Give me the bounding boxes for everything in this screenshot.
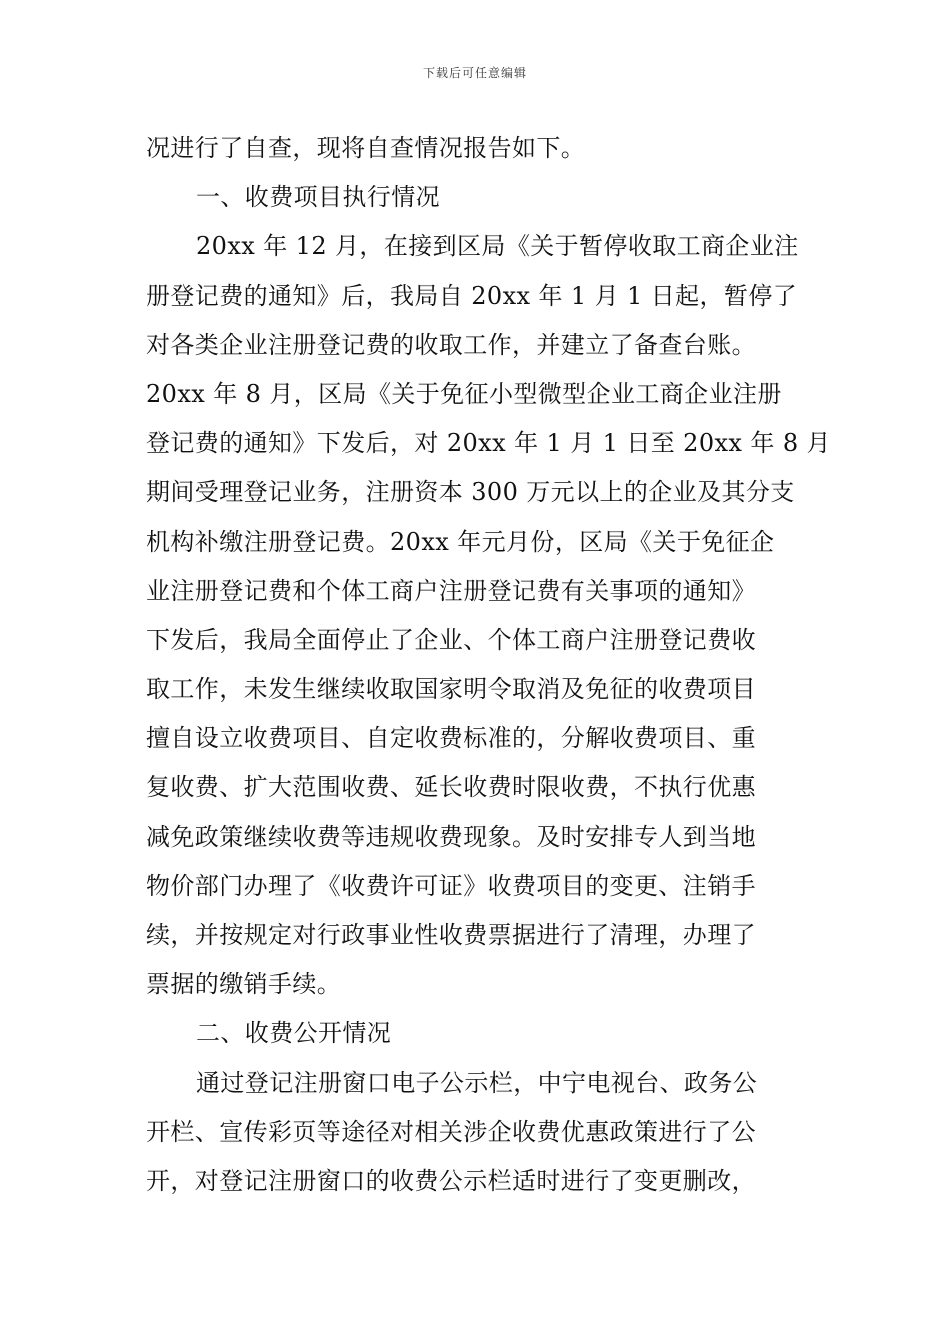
text-line: 20xx 年 8 月，区局《关于免征小型微型企业工商企业注册 (146, 379, 782, 408)
text-line: 擅自设立收费项目、自定收费标准的，分解收费项目、重 (146, 724, 756, 753)
text-line: 对各类企业注册登记费的收取工作，并建立了备查台账。 (146, 330, 756, 359)
text-line: 登记费的通知》下发后，对 20xx 年 1 月 1 日至 20xx 年 8 月 (146, 429, 831, 458)
text-line: 册登记费的通知》后，我局自 20xx 年 1 月 1 日起，暂停了 (146, 281, 798, 310)
text-line: 取工作，未发生继续收取国家明令取消及免征的收费项目 (146, 675, 756, 704)
section-heading: 二、收费公开情况 (196, 1019, 392, 1048)
text-line: 复收费、扩大范围收费、延长收费时限收费，不执行优惠 (146, 773, 756, 802)
page-header: 下载后可任意编辑 (422, 66, 527, 80)
text-line: 物价部门办理了《收费许可证》收费项目的变更、注销手 (146, 871, 756, 900)
text-line: 业注册登记费和个体工商户注册登记费有关事项的通知》 (146, 576, 756, 605)
text-line: 期间受理登记业务，注册资本 300 万元以上的企业及其分支 (146, 478, 795, 507)
text-line: 机构补缴注册登记费。20xx 年元月份，区局《关于免征企 (146, 527, 775, 556)
text-line: 开栏、宣传彩页等途径对相关涉企收费优惠政策进行了公 (146, 1117, 756, 1146)
text-line: 况进行了自查，现将自查情况报告如下。 (146, 134, 586, 162)
text-line: 20xx 年 12 月，在接到区局《关于暂停收取工商企业注 (196, 232, 799, 261)
text-line: 下发后，我局全面停止了企业、个体工商户注册登记费收 (146, 625, 756, 654)
text-line: 票据的缴销手续。 (146, 970, 342, 999)
text-line: 续，并按规定对行政事业性收费票据进行了清理，办理了 (146, 921, 756, 949)
section-heading: 一、收费项目执行情况 (196, 183, 440, 212)
document-body (146, 124, 831, 1206)
text-line: 通过登记注册窗口电子公示栏，中宁电视台、政务公 (196, 1068, 758, 1097)
text-line: 开，对登记注册窗口的收费公示栏适时进行了变更删改， (146, 1166, 756, 1195)
text-line: 减免政策继续收费等违规收费现象。及时安排专人到当地 (146, 822, 756, 851)
